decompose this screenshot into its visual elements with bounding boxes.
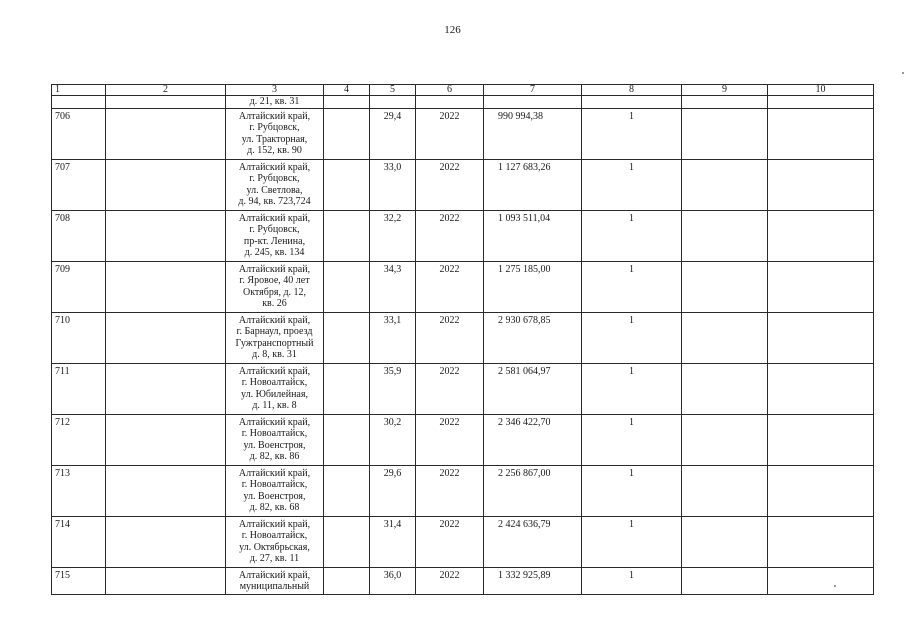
- header-cell: 5: [370, 85, 416, 96]
- count-cell: 1: [582, 261, 682, 312]
- table-cell: [324, 312, 370, 363]
- table-cell: [106, 210, 226, 261]
- table-row: [52, 312, 874, 363]
- cost-cell: 1 093 511,04: [484, 210, 582, 261]
- header-cell: 1: [52, 85, 106, 96]
- address-cell: [226, 363, 324, 414]
- address-cell: [226, 516, 324, 567]
- address-line: кв. 26: [262, 298, 287, 309]
- row-number-cell: 710: [52, 312, 106, 363]
- year-cell: 2022: [416, 465, 484, 516]
- count-cell: 1: [582, 414, 682, 465]
- address-cell: [226, 261, 324, 312]
- count-cell: 1: [582, 363, 682, 414]
- address-line: Алтайский край,: [238, 263, 311, 275]
- cost-cell: 2 346 422,70: [484, 414, 582, 465]
- table-cell: [682, 465, 768, 516]
- address-line: д. 11, кв. 8: [252, 400, 297, 411]
- address-line: г. Новоалтайск,: [241, 377, 308, 388]
- table-cell: [682, 96, 768, 109]
- table-cell: [768, 96, 874, 109]
- address-line: ул. Военстроя,: [243, 490, 306, 502]
- cost-cell: 2 424 636,79: [484, 516, 582, 567]
- address-line: г. Новоалтайск,: [241, 479, 308, 490]
- table-cell: [106, 261, 226, 312]
- area-cell: 29,4: [370, 108, 416, 159]
- table-cell: [682, 516, 768, 567]
- address-line: г. Новоалтайск,: [241, 428, 308, 439]
- table-cell: [106, 159, 226, 210]
- table-cell: [682, 363, 768, 414]
- row-number-cell: 709: [52, 261, 106, 312]
- address-line: д. 8, кв. 31: [252, 349, 297, 360]
- count-cell: 1: [582, 108, 682, 159]
- address-line: д. 27, кв. 11: [249, 553, 300, 564]
- table-cell: [106, 465, 226, 516]
- count-cell: 1: [582, 210, 682, 261]
- count-cell: 1: [582, 465, 682, 516]
- table-cell: [682, 159, 768, 210]
- row-number-cell: 714: [52, 516, 106, 567]
- address-line: Алтайский край,: [238, 212, 311, 224]
- year-cell: 2022: [416, 567, 484, 594]
- address-cell: [226, 567, 324, 594]
- address-line: д. 94, кв. 723,724: [238, 196, 311, 207]
- table-row: [52, 465, 874, 516]
- scan-speck: [834, 585, 836, 587]
- address-cell: [226, 108, 324, 159]
- row-number-cell: 713: [52, 465, 106, 516]
- table-row: [52, 261, 874, 312]
- table-cell: [324, 210, 370, 261]
- address-line: пр-кт. Ленина,: [243, 235, 306, 247]
- address-line: Алтайский край,: [238, 110, 311, 122]
- year-cell: 2022: [416, 261, 484, 312]
- header-cell: 6: [416, 85, 484, 96]
- table-row: [52, 567, 874, 594]
- table-cell: [768, 465, 874, 516]
- year-cell: 2022: [416, 159, 484, 210]
- table-row: [52, 414, 874, 465]
- year-cell: 2022: [416, 363, 484, 414]
- count-cell: 1: [582, 516, 682, 567]
- year-cell: 2022: [416, 414, 484, 465]
- header-cell: 8: [582, 85, 682, 96]
- year-cell: 2022: [416, 108, 484, 159]
- address-line: Алтайский край,: [238, 416, 311, 428]
- table-cell: [582, 96, 682, 109]
- year-cell: 2022: [416, 516, 484, 567]
- table-cell: [768, 414, 874, 465]
- cost-cell: 1 332 925,89: [484, 567, 582, 594]
- table-cell: [324, 363, 370, 414]
- table-cell: [106, 516, 226, 567]
- table-row: [52, 210, 874, 261]
- cost-cell: 990 994,38: [484, 108, 582, 159]
- address-line: г. Рубцовск,: [249, 173, 300, 184]
- cost-cell: 1 127 683,26: [484, 159, 582, 210]
- header-cell: 9: [682, 85, 768, 96]
- header-cell: 10: [768, 85, 874, 96]
- area-cell: 35,9: [370, 363, 416, 414]
- table-cell: [324, 159, 370, 210]
- cost-cell: 2 930 678,85: [484, 312, 582, 363]
- area-cell: 31,4: [370, 516, 416, 567]
- table-cell: [324, 96, 370, 109]
- count-cell: 1: [582, 312, 682, 363]
- scan-speck: [902, 72, 904, 74]
- row-number-cell: 712: [52, 414, 106, 465]
- address-line: г. Яровое, 40 лет: [239, 275, 310, 286]
- table-cell: [768, 363, 874, 414]
- address-cell: [226, 159, 324, 210]
- header-cell: 7: [484, 85, 582, 96]
- address-line: Алтайский край,: [238, 365, 311, 377]
- header-cell: 2: [106, 85, 226, 96]
- table-cell: [682, 261, 768, 312]
- row-number-cell: 707: [52, 159, 106, 210]
- address-line: ул. Тракторная,: [241, 133, 308, 145]
- cost-cell: 1 275 185,00: [484, 261, 582, 312]
- row-number-cell: 708: [52, 210, 106, 261]
- table-cell: [768, 567, 874, 594]
- area-cell: 32,2: [370, 210, 416, 261]
- table-cell: [106, 312, 226, 363]
- table-cell: [324, 516, 370, 567]
- table-row: [52, 516, 874, 567]
- row-number-cell: 706: [52, 108, 106, 159]
- table-cell: [768, 108, 874, 159]
- area-cell: 29,6: [370, 465, 416, 516]
- table-body: [52, 85, 874, 595]
- area-cell: 33,1: [370, 312, 416, 363]
- table-cell: [370, 96, 416, 109]
- table-cell: [106, 108, 226, 159]
- table-cell: [416, 96, 484, 109]
- address-line: г. Новоалтайск,: [241, 530, 308, 541]
- table-cell: [106, 414, 226, 465]
- table-cell: [324, 414, 370, 465]
- address-line: ул. Юбилейная,: [241, 388, 308, 400]
- address-cell: [226, 210, 324, 261]
- area-cell: 34,3: [370, 261, 416, 312]
- address-line: д. 82, кв. 86: [249, 451, 300, 462]
- table-cell: [682, 414, 768, 465]
- table-cell: [324, 261, 370, 312]
- address-line: Гужтранспортный: [235, 337, 314, 349]
- year-cell: 2022: [416, 210, 484, 261]
- table-cell: [52, 96, 106, 109]
- address-line: г. Рубцовск,: [249, 224, 300, 235]
- address-line: Алтайский край,: [238, 314, 311, 326]
- address-cell: [226, 465, 324, 516]
- table-cell: [768, 261, 874, 312]
- address-line: Алтайский край,: [238, 569, 311, 581]
- table-cell: [682, 567, 768, 594]
- continuation-row: [52, 96, 874, 109]
- address-line: муниципальный: [239, 581, 310, 592]
- table-cell: [106, 363, 226, 414]
- count-cell: 1: [582, 567, 682, 594]
- count-cell: 1: [582, 159, 682, 210]
- address-line: Алтайский край,: [238, 518, 311, 530]
- cost-cell: 2 581 064,97: [484, 363, 582, 414]
- address-line: Алтайский край,: [238, 161, 311, 173]
- area-cell: 36,0: [370, 567, 416, 594]
- table-cell: [682, 312, 768, 363]
- address-line: д. 152, кв. 90: [247, 145, 302, 156]
- cost-cell: 2 256 867,00: [484, 465, 582, 516]
- address-line: д. 82, кв. 68: [249, 502, 300, 513]
- page-number: 126: [444, 24, 461, 36]
- address-line: г. Рубцовск,: [249, 122, 300, 133]
- address-line: ул. Военстроя,: [243, 439, 306, 451]
- area-cell: 30,2: [370, 414, 416, 465]
- table-cell: [682, 210, 768, 261]
- table-cell: [768, 312, 874, 363]
- table-row: [52, 108, 874, 159]
- table-cell: [324, 465, 370, 516]
- address-cell: [226, 414, 324, 465]
- table-cell: [484, 96, 582, 109]
- property-table: [51, 84, 874, 595]
- table-row: [52, 363, 874, 414]
- address-cell: [226, 312, 324, 363]
- address-line: ул. Октябрьская,: [239, 541, 310, 553]
- address-cell: д. 21, кв. 31: [226, 96, 324, 109]
- column-number-row: [52, 85, 874, 96]
- address-line: д. 245, кв. 134: [244, 247, 305, 258]
- address-line: Алтайский край,: [238, 467, 311, 479]
- table-cell: [106, 96, 226, 109]
- header-cell: 4: [324, 85, 370, 96]
- table-cell: [682, 108, 768, 159]
- table-cell: [768, 516, 874, 567]
- header-cell: 3: [226, 85, 324, 96]
- row-number-cell: 711: [52, 363, 106, 414]
- address-line: Октября, д. 12,: [242, 286, 307, 298]
- row-number-cell: 715: [52, 567, 106, 594]
- year-cell: 2022: [416, 312, 484, 363]
- table-cell: [324, 567, 370, 594]
- table-cell: [768, 159, 874, 210]
- area-cell: 33,0: [370, 159, 416, 210]
- table-cell: [768, 210, 874, 261]
- address-line: г. Барнаул, проезд: [236, 326, 313, 337]
- address-line: ул. Светлова,: [246, 184, 303, 196]
- table-row: [52, 159, 874, 210]
- table-cell: [106, 567, 226, 594]
- table-cell: [324, 108, 370, 159]
